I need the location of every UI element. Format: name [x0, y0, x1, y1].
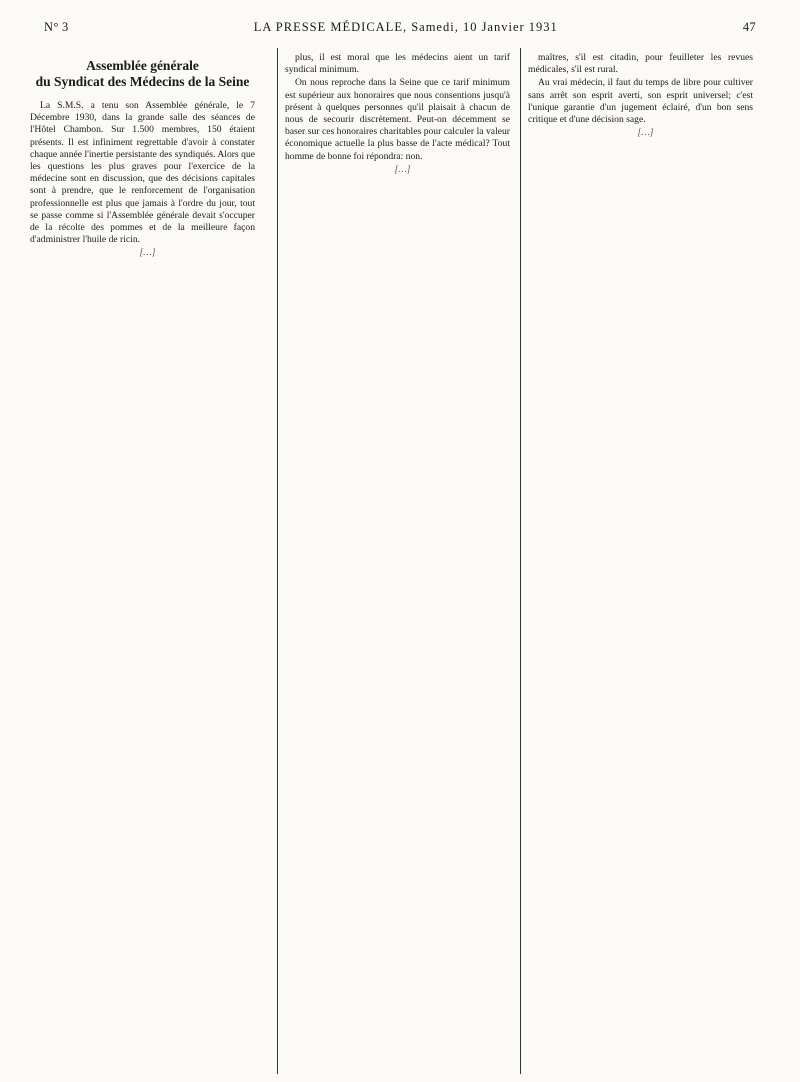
paragraph: On nous reproche dans la Seine que ce tarif minimum est supérieur aux honoraires que nous consentions jusqu'à présent à quelques personnes qu'il plaisait à chacun de nous de secourir discrètement. Peut-on décemment se baser sur ces honoraires charitables pour calculer la valeur économique actuelle la plus basse de l'acte médical? Tout homme de bonne foi répondra: non. — [285, 77, 510, 162]
omitted-text-marker: […] — [637, 127, 654, 139]
section-title-line-1: Assemblée générale — [86, 58, 199, 73]
journal-title: LA PRESSE MÉDICALE, Samedi, 10 Janvier 1931 — [253, 20, 558, 34]
paragraph: maîtres, s'il est citadin, pour feuilleter les revues médicales, s'il est rural. — [528, 52, 753, 76]
paragraph: plus, il est moral que les médecins aient un tarif syndical minimum. — [285, 52, 510, 76]
column-rule-2 — [520, 48, 521, 1074]
column-2 — [285, 52, 510, 176]
page-number: 47 — [742, 20, 756, 34]
column-1 — [30, 58, 255, 260]
omitted-text-marker: […] — [139, 247, 156, 259]
omitted-text-marker: […] — [394, 163, 411, 175]
section-title-line-2: du Syndicat des Médecins de la Seine — [35, 74, 250, 89]
paragraph: Au vrai médecin, il faut du temps de libre pour cultiver sans arrêt son esprit averti, son esprit universel; c'est l'unique garantie d'un jugement éclairé, d'un bon sens critique et d'une décision sage. — [528, 77, 753, 126]
section-title — [30, 58, 255, 90]
issue-number: N° 3 — [44, 20, 69, 34]
paragraph: La S.M.S. a tenu son Assemblée générale, le 7 Décembre 1930, dans la grande salle des séances de l'Hôtel Chambon. Sur 1.500 membres, 150 étaient présents. Il est infiniment regrettable d'avoir à constater chaque année l'inertie persistante des syndiqués. Alors que les questions les plus graves pour l'exercice de la médecine sont en discussion, que des décisions capitales sont à prendre, que le renforcement de l'organisation professionnelle est plus que jamais à l'ordre du jour, tout se passe comme si l'Assemblée générale devait s'occuper de la récolte des pommes et de la meilleure façon d'administrer l'huile de ricin. — [30, 100, 255, 246]
column-rule-1 — [277, 48, 278, 1074]
running-header — [44, 20, 756, 36]
column-3 — [528, 52, 753, 139]
